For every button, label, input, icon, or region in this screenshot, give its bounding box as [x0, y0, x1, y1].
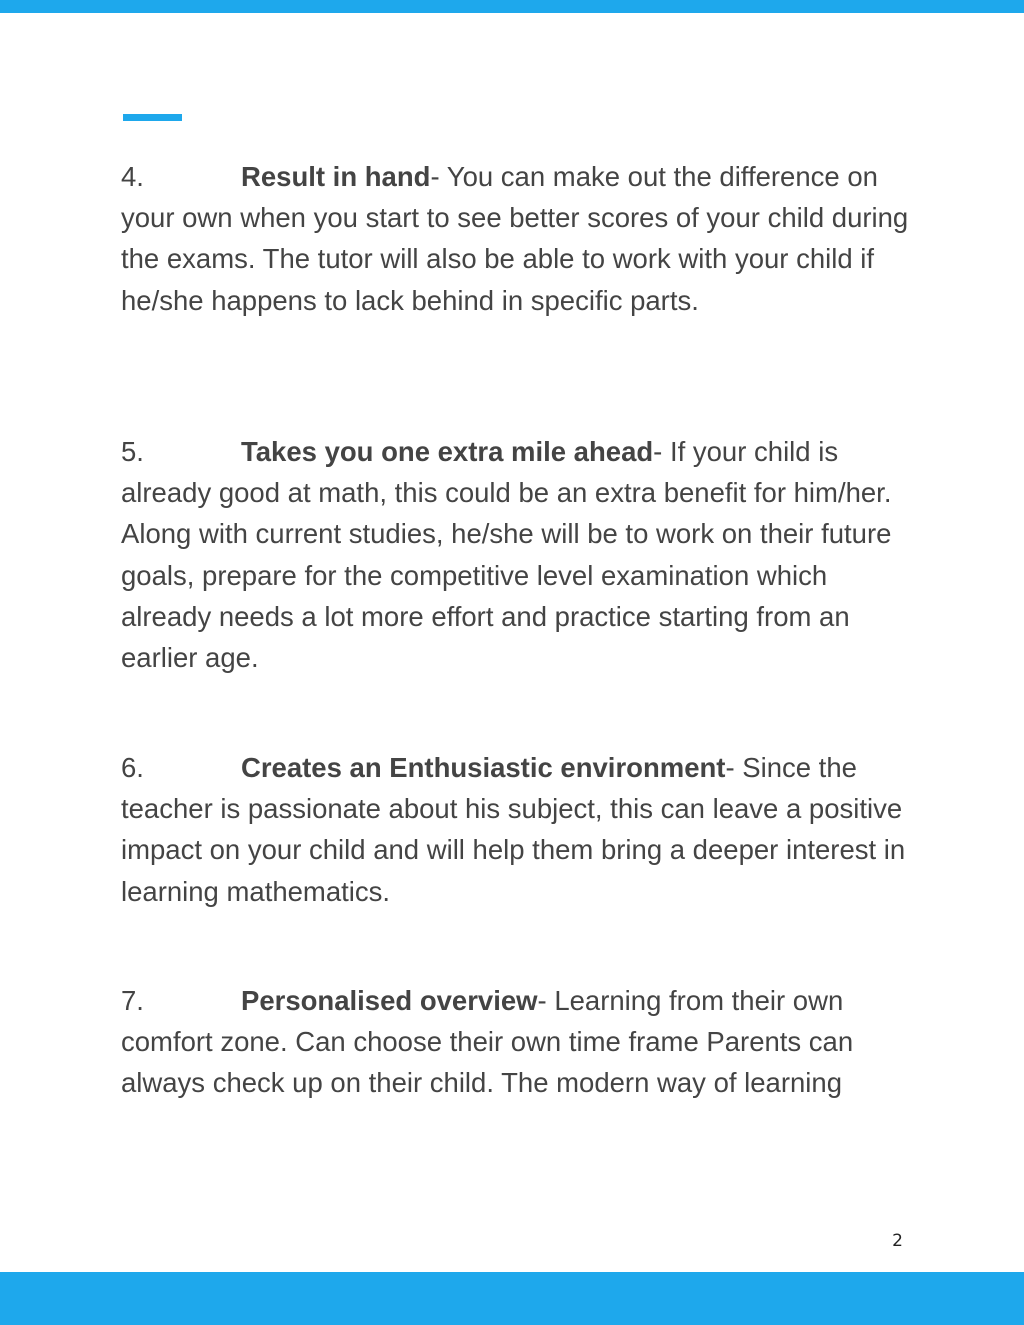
list-item: [121, 747, 911, 912]
item-heading: Personalised overview: [241, 985, 538, 1016]
list-item: [121, 431, 911, 678]
bottom-accent-bar: [0, 1272, 1024, 1325]
item-heading: Creates an Enthusiastic environment: [241, 752, 726, 783]
item-heading: Result in hand: [241, 161, 431, 192]
item-number: 4.: [121, 161, 144, 192]
list-item: [121, 980, 911, 1104]
item-text: - You can make out the difference on your own when you start to see better scores of your child during the exams. The tutor will also be able to work with your child if he/she happens to lack behind in specific parts.: [121, 161, 909, 316]
item-text: - Since the teacher is passionate about his subject, this can leave a positive impact on your child and will help them bring a deeper interest in learning mathematics.: [121, 752, 906, 907]
top-accent-bar: [0, 0, 1024, 13]
item-number: 6.: [121, 752, 144, 783]
item-heading: Takes you one extra mile ahead: [241, 436, 654, 467]
page-number: 2: [892, 1231, 903, 1251]
item-number: 5.: [121, 436, 144, 467]
list-item: [121, 156, 911, 321]
item-text: - Learning from their own comfort zone. Can choose their own time frame Parents can always check up on their child. The modern way of learning: [121, 985, 854, 1099]
header-accent-line: [123, 114, 182, 121]
item-text: - If your child is already good at math, this could be an extra benefit for him/her. Along with current studies, he/she will be to work on their future goals, prepare for the competitive level examination which already needs a lot more effort and practice starting from an earlier age.: [121, 436, 892, 674]
item-number: 7.: [121, 985, 144, 1016]
